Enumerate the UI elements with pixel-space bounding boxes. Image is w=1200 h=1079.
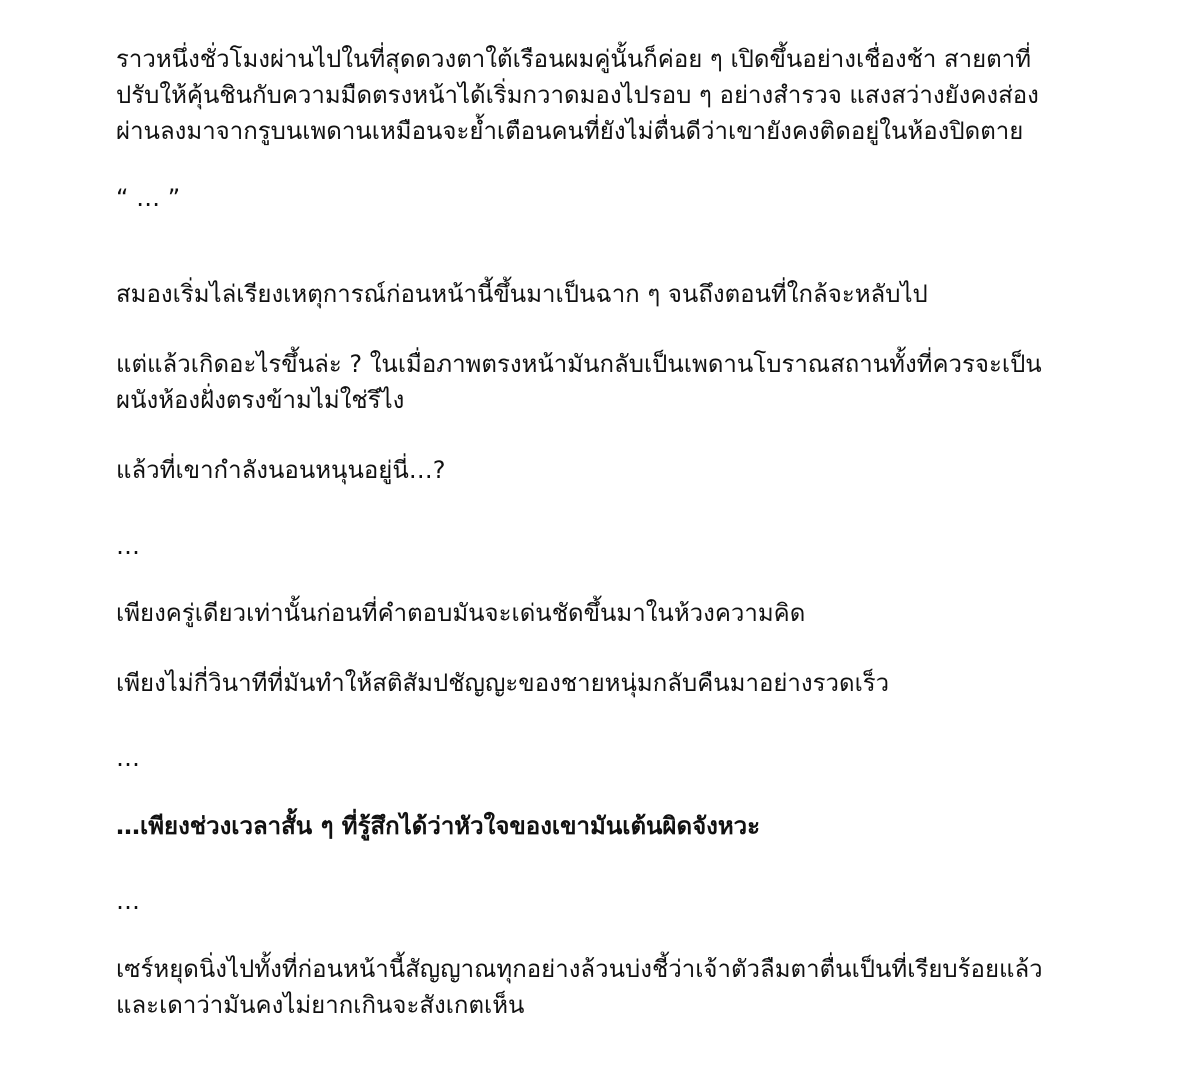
paragraph-line: แต่แล้วเกิดอะไรขึ้นล่ะ ? ในเมื่อภาพตรงหน้ามันกลับเป็นเพดานโบราณสถานทั้งที่ควรจะเป็น [116,350,1042,378]
paragraph-line: … [116,532,140,560]
paragraph-4 [116,346,1116,418]
paragraph-line: ผ่านลงมาจากรูบนเพดานเหมือนจะย้ำเตือนคนที่ยังไม่ตื่นดีว่าเขายังคงติดอยู่ในห้องปิดตาย [116,117,1024,145]
paragraph-line: เพียงไม่กี่วินาทีที่มันทำให้สติสัมปชัญญะของชายหนุ่มกลับคืนมาอย่างรวดเร็ว [116,669,890,697]
paragraph-line: เพียงครู่เดียวเท่านั้นก่อนที่คำตอบมันจะเด่นชัดขึ้นมาในห้วงความคิด [116,599,806,627]
paragraph-line: ราวหนึ่งชั่วโมงผ่านไปในที่สุดดวงตาใต้เรือนผมคู่นั้นก็ค่อย ๆ เปิดขึ้นอย่างเชื่องช้า สายตาที่ [116,45,1032,73]
paragraph-8 [116,665,1116,701]
paragraph-7 [116,595,1116,631]
paragraph-3 [116,276,1116,312]
paragraph-12 [116,951,1116,1023]
paragraph-line: สมองเริ่มไล่เรียงเหตุการณ์ก่อนหน้านี้ขึ้นมาเป็นฉาก ๆ จนถึงตอนที่ใกล้จะหลับไป [116,280,928,308]
paragraph-6 [116,528,1116,564]
paragraph-line: และเดาว่ามันคงไม่ยากเกินจะสังเกตเห็น [116,991,525,1019]
paragraph-line: … [116,744,140,772]
paragraph-10 [116,808,1116,844]
paragraph-line: … [116,887,140,915]
paragraph-5 [116,452,1116,488]
paragraph-line: แล้วที่เขากำลังนอนหนุนอยู่นี่…? [116,456,446,484]
paragraph-11 [116,883,1116,919]
paragraph-1 [116,41,1116,149]
paragraph-line: …เพียงช่วงเวลาสั้น ๆ ที่รู้สึกได้ว่าหัวใจของเขามันเต้นผิดจังหวะ [116,812,761,840]
paragraph-line: เซร์หยุดนิ่งไปทั้งที่ก่อนหน้านี้สัญญาณทุกอย่างล้วนบ่งชี้ว่าเจ้าตัวลืมตาตื่นเป็นที่เรียบร้อยแล้ว [116,955,1043,983]
paragraph-line: ปรับให้คุ้นชินกับความมืดตรงหน้าได้เริ่มกวาดมองไปรอบ ๆ อย่างสำรวจ แสงสว่างยังคงส่อง [116,81,1039,109]
paragraph-line: ผนังห้องฝั่งตรงข้ามไม่ใช่รึไง [116,386,405,414]
paragraph-9 [116,740,1116,776]
paragraph-line: “ … ” [116,184,181,212]
paragraph-2 [116,180,1116,216]
